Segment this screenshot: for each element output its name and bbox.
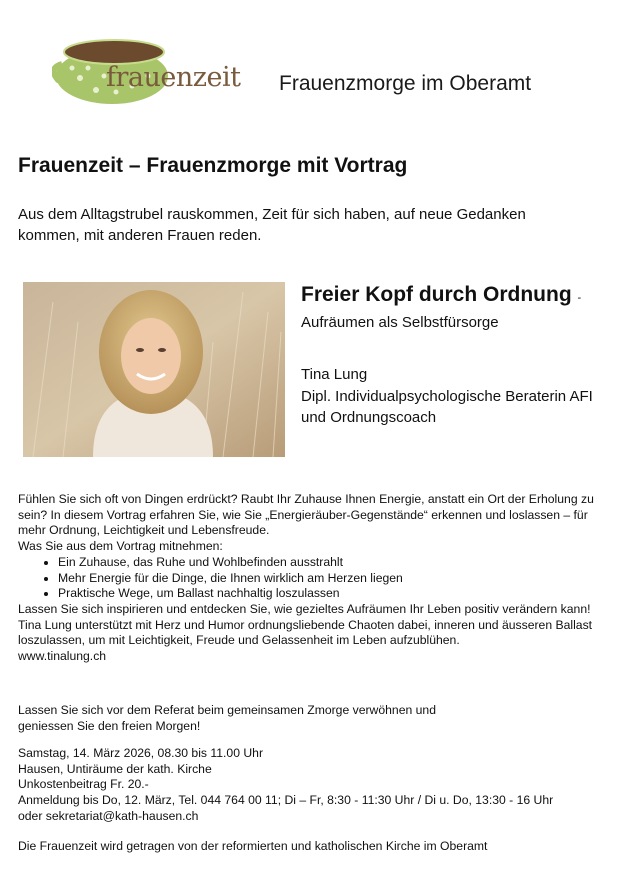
speaker-info: [301, 364, 621, 429]
speaker-role: Dipl. Individualpsychologische Beraterin AFI: [301, 387, 593, 405]
takeaway-intro: Was Sie aus dem Vortrag mitnehmen:: [18, 539, 223, 554]
body-text: [18, 492, 614, 665]
body-paragraph: Lassen Sie sich inspirieren und entdecken Sie, wie gezieltes Aufräumen Ihr Leben positiv verändern kann!: [18, 601, 591, 616]
list-item: • Mehr Energie für die Dinge, die Ihnen wirklich am Herzen liegen: [58, 571, 614, 587]
event-location: Hausen, Untiräume der kath. Kirche: [18, 761, 212, 776]
body-paragraph: Fühlen Sie sich oft von Dingen erdrückt? Raubt Ihr Zuhause Ihnen Energie, anstatt ein Ort der Erholung zu sein? In diesem Vortrag erfahren Sie, wie Sie „Energieräuber-Gegenstände“ erkennen und loslassen – für mehr Ordnung, Leichtigkeit und Lebensfreude.: [18, 492, 594, 538]
morning-line: geniessen Sie den freien Morgen!: [18, 718, 201, 733]
event-fee: Unkostenbeitrag Fr. 20.-: [18, 777, 149, 792]
morning-line: Lassen Sie sich vor dem Referat beim gemeinsamen Zmorge verwöhnen und: [18, 703, 436, 717]
website-link[interactable]: www.tinalung.ch: [18, 649, 107, 664]
list-item: • Praktische Wege, um Ballast nachhaltig loszulassen: [58, 586, 614, 602]
list-item: • Ein Zuhause, das Ruhe und Wohlbefinden ausstrahlt: [58, 555, 614, 571]
header-title: Frauenzmorge im Oberamt: [279, 72, 532, 95]
footer-text: Die Frauenzeit wird getragen von der reformierten und katholischen Kirche im Oberamt: [18, 839, 488, 853]
page-title: Frauenzeit – Frauenzmorge mit Vortrag: [18, 154, 408, 177]
talk-subtitle: Aufräumen als Selbstfürsorge: [301, 314, 499, 331]
event-registration: Anmeldung bis Do, 12. März, Tel. 044 764 00 11; Di – Fr, 8:30 - 11:30 Uhr / Di u. Do, 13:30 - 16 Uhr: [18, 793, 554, 808]
speaker-name: Tina Lung: [301, 366, 368, 383]
speaker-photo: [23, 282, 285, 457]
morning-text: [18, 703, 538, 734]
event-details: [18, 746, 614, 825]
intro-text: Aus dem Alltagstrubel rauskommen, Zeit für sich haben, auf neue Gedanken kommen, mit anderen Frauen reden.: [18, 206, 526, 244]
talk-title: [301, 283, 581, 307]
talk-title-text: Freier Kopf durch Ordnung: [301, 283, 572, 306]
event-date: Samstag, 14. März 2026, 08.30 bis 11.00 Uhr: [18, 746, 264, 760]
speaker-role: und Ordnungscoach: [301, 409, 437, 426]
talk-title-dash: -: [577, 292, 582, 304]
takeaway-list: [18, 555, 614, 602]
logo-text: frauenzeit: [106, 62, 241, 93]
event-email[interactable]: oder sekretariat@kath-hausen.ch: [18, 808, 199, 823]
body-paragraph: Tina Lung unterstützt mit Herz und Humor ordnungsliebende Chaoten dabei, inneren und äusseren Ballast loszulassen, um mit Leichtigkeit, Freude und Gelassenheit im Leben aufzublühen.: [18, 617, 593, 648]
